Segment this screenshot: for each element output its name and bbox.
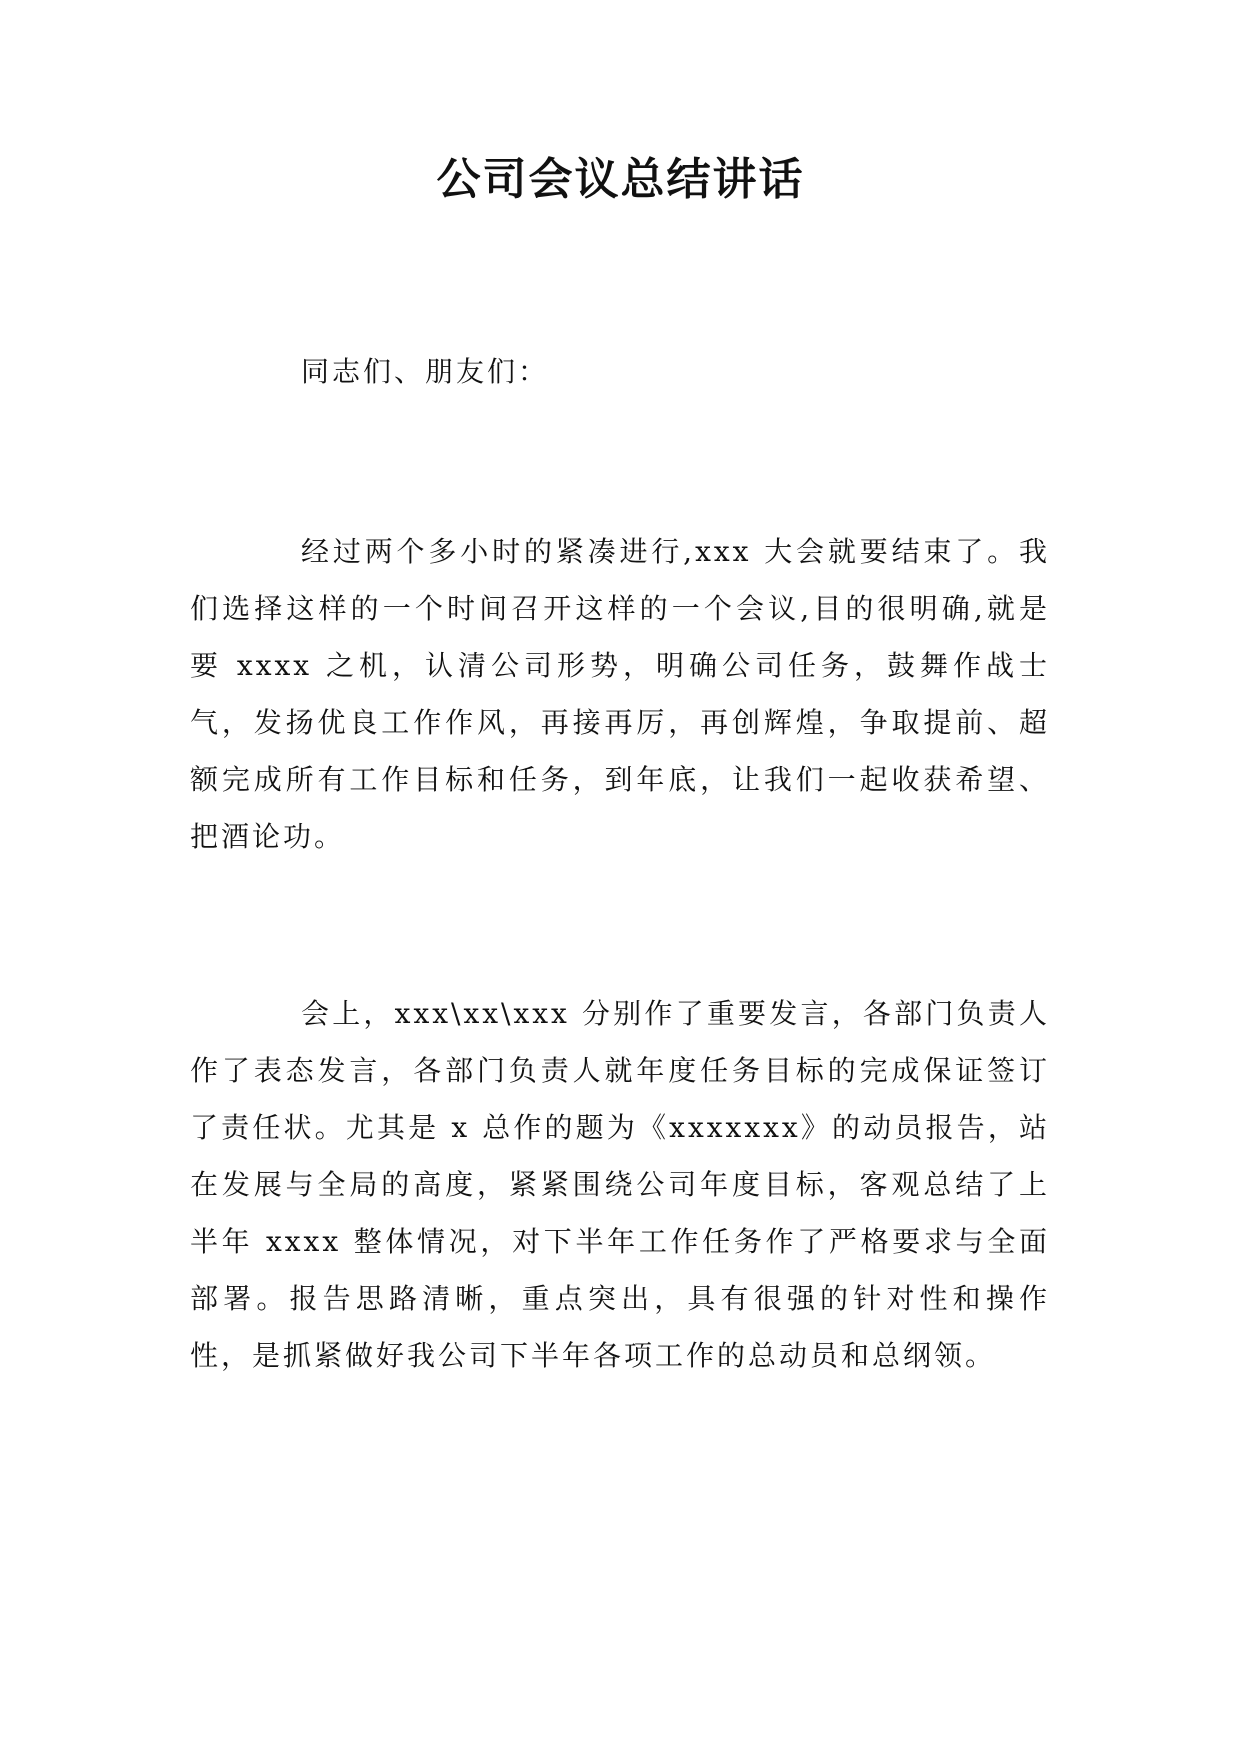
document-title: 公司会议总结讲话 (436, 154, 805, 205)
paragraph: 会上，xxx\xx\xxx 分别作了重要发言，各部门负责人作了表态发言，各部门负责人就年度任务目标的完成保证签订了责任状。尤其是 x 总作的题为《xxxxxxx》的动员报告，站在发展与全局的高度，紧紧围绕公司年度目标，客观总结了上半年 xxxx 整体情况，对下半年工作任务作了严格要求与全面部署。报告思路清晰，重点突出，具有很强的针对性和操作性，是抓紧做好我公司下半年各项工作的总动员和总纲领。 (190, 997, 1050, 1372)
salutation: 同志们、朋友们： (301, 355, 550, 388)
paragraph: 经过两个多小时的紧凑进行,xxx 大会就要结束了。我们选择这样的一个时间召开这样的一个会议,目的很明确,就是要 xxxx 之机，认清公司形势，明确公司任务，鼓舞作战士气，发扬优良工作作风，再接再厉，再创辉煌，争取提前、超额完成所有工作目标和任务，到年底，让我们一起收获希望、把酒论功。 (190, 535, 1050, 853)
